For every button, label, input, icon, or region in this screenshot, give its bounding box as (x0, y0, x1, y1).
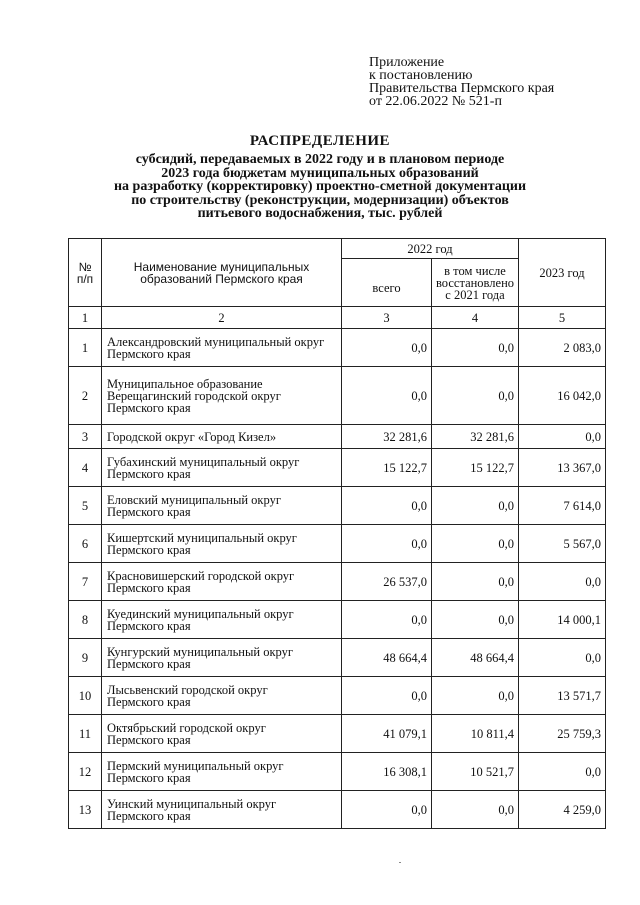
value-2022-restored: 15 122,7 (432, 449, 519, 487)
row-number: 8 (69, 601, 102, 639)
municipality-name (102, 639, 342, 677)
header-restored (432, 259, 519, 307)
row-number: 1 (69, 329, 102, 367)
value-2023: 14 000,1 (519, 601, 606, 639)
attachment-line: Правительства Пермского края (369, 81, 555, 96)
scan-mark (399, 862, 401, 863)
value-2022-total: 26 537,0 (342, 563, 432, 601)
municipality-name-line: Пермского края (107, 466, 191, 481)
value-2022-total: 0,0 (342, 677, 432, 715)
municipality-name-line: Октябрьский городской округ (107, 720, 266, 735)
value-2023: 13 367,0 (519, 449, 606, 487)
table-row (69, 329, 606, 367)
header-restored-line: восстановлено (435, 275, 515, 290)
row-number: 9 (69, 639, 102, 677)
municipality-name-line: Городской округ «Город Кизел» (107, 429, 277, 444)
municipality-name-line: Куединский муниципальный округ (107, 606, 294, 621)
municipality-name-line: Лысьвенский городской округ (107, 682, 268, 697)
municipality-name (102, 753, 342, 791)
municipality-name-line: Пермского края (107, 346, 191, 361)
municipality-name-line: Губахинский муниципальный округ (107, 454, 300, 469)
header-num (69, 239, 102, 307)
column-number: 2 (102, 307, 342, 329)
municipality-name (102, 715, 342, 753)
value-2022-restored: 0,0 (432, 677, 519, 715)
municipality-name-line: Пермского края (107, 770, 191, 785)
table-row (69, 525, 606, 563)
value-2023: 0,0 (519, 639, 606, 677)
table-row (69, 601, 606, 639)
municipality-name-line: Александровский муниципальный округ (107, 334, 325, 349)
value-2023: 2 083,0 (519, 329, 606, 367)
value-2022-total: 41 079,1 (342, 715, 432, 753)
value-2023: 0,0 (519, 753, 606, 791)
municipality-name-line: Кишертский муниципальный округ (107, 530, 297, 545)
row-number: 2 (69, 367, 102, 425)
row-number: 3 (69, 425, 102, 449)
document-subtitle (60, 153, 580, 221)
row-number: 4 (69, 449, 102, 487)
value-2022-total: 16 308,1 (342, 753, 432, 791)
value-2022-restored: 10 811,4 (432, 715, 519, 753)
value-2023: 25 759,3 (519, 715, 606, 753)
value-2022-restored: 0,0 (432, 601, 519, 639)
header-year-2022: 2022 год (342, 239, 519, 259)
header-name (102, 239, 342, 307)
distribution-table (68, 238, 606, 829)
municipality-name-line: Красновишерский городской округ (107, 568, 295, 583)
municipality-name-line: Пермского края (107, 618, 191, 633)
subtitle-line: по строительству (реконструкции, модернизации) объектов (131, 192, 509, 208)
value-2022-total: 32 281,6 (342, 425, 432, 449)
value-2022-total: 0,0 (342, 791, 432, 829)
value-2023: 5 567,0 (519, 525, 606, 563)
row-number: 7 (69, 563, 102, 601)
municipality-name-line: Кунгурский муниципальный округ (107, 644, 293, 659)
row-number: 10 (69, 677, 102, 715)
header-restored-line: с 2021 года (445, 287, 505, 302)
municipality-name-line: Пермского края (107, 400, 191, 415)
municipality-name (102, 449, 342, 487)
row-number: 11 (69, 715, 102, 753)
value-2022-restored: 48 664,4 (432, 639, 519, 677)
table-row (69, 563, 606, 601)
municipality-name-line: Пермского края (107, 808, 191, 823)
table-row (69, 753, 606, 791)
header-restored-line: в том числе (444, 263, 506, 278)
municipality-name (102, 487, 342, 525)
attachment-line: Приложение (369, 55, 445, 70)
table-row (69, 425, 606, 449)
municipality-name (102, 525, 342, 563)
header-row (69, 239, 606, 259)
municipality-name-line: Пермского края (107, 542, 191, 557)
value-2023: 7 614,0 (519, 487, 606, 525)
municipality-name-line: Уинский муниципальный округ (107, 796, 277, 811)
value-2022-total: 15 122,7 (342, 449, 432, 487)
subtitle-line: 2023 года бюджетам муниципальных образований (161, 165, 479, 181)
municipality-name (102, 425, 342, 449)
value-2022-restored: 10 521,7 (432, 753, 519, 791)
value-2022-restored: 0,0 (432, 487, 519, 525)
municipality-name (102, 677, 342, 715)
row-number: 5 (69, 487, 102, 525)
municipality-name-line: Пермского края (107, 580, 191, 595)
column-number: 4 (432, 307, 519, 329)
header-name-line: образований Пермского края (140, 271, 303, 286)
municipality-name-line: Муниципальное образование (107, 376, 263, 391)
header-num-line: п/п (76, 271, 94, 286)
subtitle-line: питьевого водоснабжения, тыс. рублей (197, 206, 443, 221)
value-2022-total: 0,0 (342, 525, 432, 563)
municipality-name (102, 791, 342, 829)
value-2023: 16 042,0 (519, 367, 606, 425)
value-2023: 4 259,0 (519, 791, 606, 829)
municipality-name-line: Пермский муниципальный округ (107, 758, 284, 773)
attachment-line: к постановлению (369, 68, 473, 83)
table-row (69, 367, 606, 425)
header-name-line: Наименование муниципальных (133, 259, 310, 274)
value-2022-total: 0,0 (342, 329, 432, 367)
value-2022-restored: 0,0 (432, 329, 519, 367)
document-title: РАСПРЕДЕЛЕНИЕ (249, 133, 391, 149)
table-row (69, 791, 606, 829)
municipality-name (102, 601, 342, 639)
value-2022-restored: 0,0 (432, 791, 519, 829)
municipality-name-line: Пермского края (107, 504, 191, 519)
municipality-name-line: Пермского края (107, 732, 191, 747)
value-2022-restored: 32 281,6 (432, 425, 519, 449)
header-year-2023: 2023 год (519, 239, 606, 307)
column-number: 3 (342, 307, 432, 329)
value-2022-restored: 0,0 (432, 367, 519, 425)
attachment-line: от 22.06.2022 № 521-п (369, 94, 502, 109)
value-2023: 0,0 (519, 425, 606, 449)
row-number: 6 (69, 525, 102, 563)
row-number: 13 (69, 791, 102, 829)
value-2022-restored: 0,0 (432, 563, 519, 601)
column-number: 5 (519, 307, 606, 329)
row-number: 12 (69, 753, 102, 791)
value-2022-restored: 0,0 (432, 525, 519, 563)
municipality-name (102, 563, 342, 601)
attachment-block (369, 56, 554, 108)
municipality-name-line: Пермского края (107, 656, 191, 671)
value-2022-total: 0,0 (342, 487, 432, 525)
table-row (69, 715, 606, 753)
value-2023: 13 571,7 (519, 677, 606, 715)
subtitle-line: субсидий, передаваемых в 2022 году и в плановом периоде (135, 152, 505, 167)
municipality-name (102, 367, 342, 425)
table-row (69, 677, 606, 715)
municipality-name-line: Еловский муниципальный округ (107, 492, 281, 507)
header-num-line: № (78, 259, 92, 274)
table-row (69, 487, 606, 525)
column-numbers-row (69, 307, 606, 329)
subtitle-line: на разработку (корректировку) проектно-сметной документации (113, 179, 527, 194)
value-2022-total: 48 664,4 (342, 639, 432, 677)
value-2023: 0,0 (519, 563, 606, 601)
header-total: всего (342, 259, 432, 307)
table-row (69, 449, 606, 487)
value-2022-total: 0,0 (342, 601, 432, 639)
municipality-name (102, 329, 342, 367)
municipality-name-line: Верещагинский городской округ (107, 388, 281, 403)
value-2022-total: 0,0 (342, 367, 432, 425)
municipality-name-line: Пермского края (107, 694, 191, 709)
table-row (69, 639, 606, 677)
column-number: 1 (69, 307, 102, 329)
